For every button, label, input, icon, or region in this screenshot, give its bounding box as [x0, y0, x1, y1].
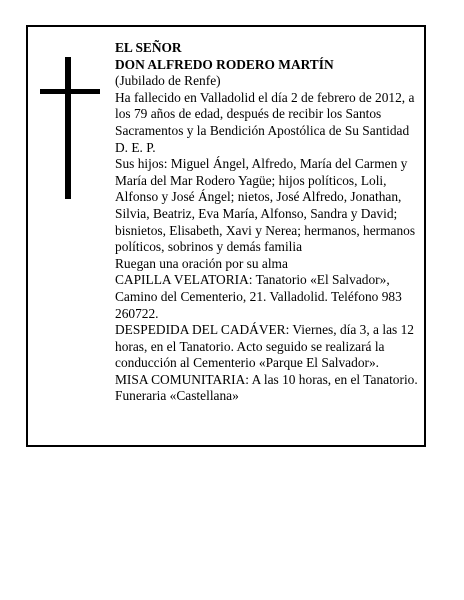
mass-info: MISA COMUNITARIA: A las 10 horas, en el Tanatorio.	[115, 371, 418, 387]
death-announcement: Ha fallecido en Valladolid el día 2 de febrero de 2012, a los 79 años de edad, después de recibir los Santos Sacramentos y la Bendición Apostólica de Su Santidad	[115, 89, 415, 138]
family-list: Sus hijos: Miguel Ángel, Alfredo, María del Carmen y María del Mar Rodero Yagüe; hijos políticos, Loli, Alfonso y José Ángel; nietos, José Alfredo, Jonathan, Silvia, Beatriz, Eva María, Alfonso, Sandra y David; bisnietos, Elisabeth, Xavi y Nerea; hermanos, hermanos políticos, sobrinos y demás familia	[115, 156, 416, 255]
prayer-request: Ruegan una oración por su alma	[115, 255, 288, 271]
obituary-title: EL SEÑOR	[115, 40, 182, 55]
deceased-name: DON ALFREDO RODERO MARTÍN	[115, 56, 334, 72]
farewell-info: DESPEDIDA DEL CADÁVER: Viernes, día 3, a las 12 horas, en el Tanatorio. Acto seguido se realizará la conducción al Cementerio «Parque El Salvador».	[115, 322, 414, 371]
cross-vertical-bar	[65, 57, 71, 199]
obituary-notice	[26, 25, 426, 447]
cross-icon	[40, 57, 100, 199]
deceased-occupation: (Jubilado de Renfe)	[115, 73, 221, 89]
obituary-text	[115, 40, 421, 405]
wake-chapel-info: CAPILLA VELATORIA: Tanatorio «El Salvador», Camino del Cementerio, 21. Valladolid. Teléfono 983 260722.	[115, 272, 402, 321]
funeral-home: Funeraria «Castellana»	[115, 388, 239, 404]
rip-line: D. E. P.	[115, 139, 156, 155]
cross-horizontal-bar	[40, 89, 100, 94]
